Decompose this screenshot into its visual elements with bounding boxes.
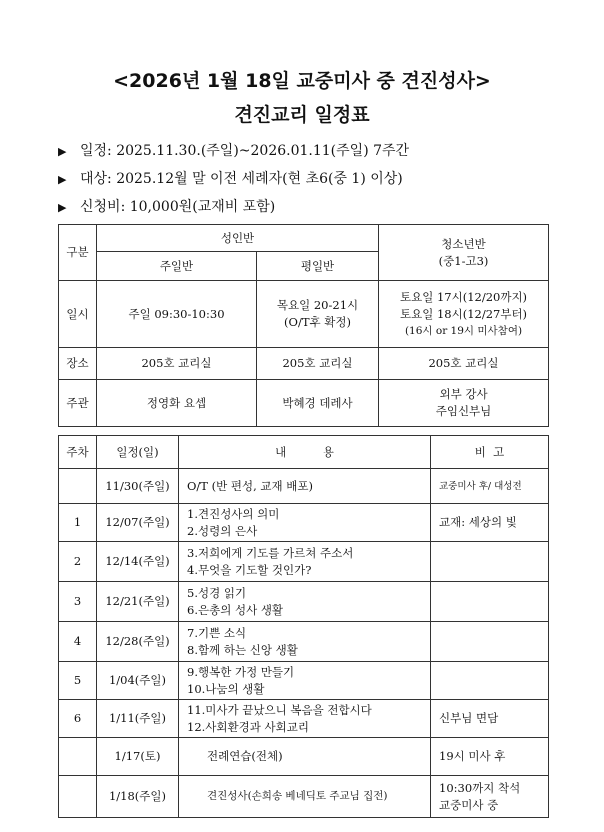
header-content: 내 용 bbox=[179, 436, 431, 469]
date-cell: 12/21(주일) bbox=[97, 582, 179, 622]
time-sunday: 주일 09:30-10:30 bbox=[97, 281, 257, 348]
date-cell: 11/30(주일) bbox=[97, 469, 179, 504]
week-cell: 1 bbox=[59, 504, 97, 542]
info-text: 대상: 2025.12월 말 이전 세례자(현 초6(중 1) 이상) bbox=[80, 171, 403, 187]
host-youth: 외부 강사 주임신부님 bbox=[379, 380, 549, 427]
bullet-arrow-icon: ▶ bbox=[58, 173, 67, 186]
table-row bbox=[59, 504, 549, 542]
bullet-arrow-icon: ▶ bbox=[58, 201, 67, 214]
date-cell: 1/04(주일) bbox=[97, 662, 179, 700]
week-cell: 3 bbox=[59, 582, 97, 622]
week-cell bbox=[59, 738, 97, 776]
date-cell: 1/11(주일) bbox=[97, 700, 179, 738]
info-schedule bbox=[58, 140, 409, 160]
week-cell bbox=[59, 469, 97, 504]
date-cell: 1/17(토) bbox=[97, 738, 179, 776]
header-youth-class: 청소년반 (중1-고3) bbox=[379, 225, 549, 281]
note-cell: 신부님 면담 bbox=[431, 700, 549, 738]
note-cell: 10:30까지 착석 교중미사 중 bbox=[431, 776, 549, 818]
info-text: 신청비: 10,000원(교재비 포함) bbox=[80, 199, 276, 215]
content-cell: 5.성경 읽기 6.은총의 성사 생활 bbox=[179, 582, 431, 622]
content-cell: 9.행복한 가정 만들기 10.나눔의 생활 bbox=[179, 662, 431, 700]
table-row bbox=[59, 662, 549, 700]
host-sunday: 정영화 요셉 bbox=[97, 380, 257, 427]
header-date: 일정(일) bbox=[97, 436, 179, 469]
content-cell: 3.저희에게 기도를 가르쳐 주소서 4.무엇을 기도할 것인가? bbox=[179, 542, 431, 582]
note-cell bbox=[431, 662, 549, 700]
date-cell: 1/18(주일) bbox=[97, 776, 179, 818]
note-cell bbox=[431, 582, 549, 622]
week-cell: 6 bbox=[59, 700, 97, 738]
note-cell bbox=[431, 622, 549, 662]
note-cell: 교중미사 후/ 대성전 bbox=[431, 469, 549, 504]
row-label-place: 장소 bbox=[59, 348, 97, 380]
content-cell: 11.미사가 끝났으니 복음을 전합시다 12.사회환경과 사회교리 bbox=[179, 700, 431, 738]
table-row bbox=[59, 738, 549, 776]
note-cell: 교재: 세상의 빛 bbox=[431, 504, 549, 542]
place-weekday: 205호 교리실 bbox=[257, 348, 379, 380]
date-cell: 12/07(주일) bbox=[97, 504, 179, 542]
schedule-table bbox=[58, 435, 549, 818]
info-fee bbox=[58, 196, 275, 216]
table-row bbox=[59, 469, 549, 504]
table-row bbox=[59, 542, 549, 582]
header-note: 비 고 bbox=[431, 436, 549, 469]
place-youth: 205호 교리실 bbox=[379, 348, 549, 380]
note-cell: 19시 미사 후 bbox=[431, 738, 549, 776]
table-row bbox=[59, 776, 549, 818]
week-cell: 4 bbox=[59, 622, 97, 662]
header-adult-class: 성인반 bbox=[97, 225, 379, 252]
info-text: 일정: 2025.11.30.(주일)~2026.01.11(주일) 7주간 bbox=[80, 143, 410, 159]
header-week: 주차 bbox=[59, 436, 97, 469]
document-subtitle: 견진교리 일정표 bbox=[234, 104, 370, 126]
info-target bbox=[58, 168, 403, 188]
header-weekday-class: 평일반 bbox=[257, 252, 379, 281]
table-row bbox=[59, 582, 549, 622]
week-cell bbox=[59, 776, 97, 818]
time-youth: 토요일 17시(12/20까지) 토요일 18시(12/27부터) (16시 or 19시 미사참여) bbox=[379, 281, 549, 348]
content-cell: 전례연습(전체) bbox=[179, 738, 431, 776]
row-label-time: 일시 bbox=[59, 281, 97, 348]
bullet-arrow-icon: ▶ bbox=[58, 145, 67, 158]
note-cell bbox=[431, 542, 549, 582]
table-row bbox=[59, 700, 549, 738]
week-cell: 5 bbox=[59, 662, 97, 700]
content-cell: O/T (반 편성, 교재 배포) bbox=[179, 469, 431, 504]
date-cell: 12/28(주일) bbox=[97, 622, 179, 662]
overview-table bbox=[58, 224, 549, 427]
table-row bbox=[59, 622, 549, 662]
content-cell: 견진성사(손희송 베네딕토 주교님 집전) bbox=[179, 776, 431, 818]
host-weekday: 박혜경 데레사 bbox=[257, 380, 379, 427]
week-cell: 2 bbox=[59, 542, 97, 582]
document-title: <2026년 1월 18일 교중미사 중 견진성사> bbox=[113, 70, 491, 92]
place-sunday: 205호 교리실 bbox=[97, 348, 257, 380]
time-weekday: 목요일 20-21시 (O/T후 확정) bbox=[257, 281, 379, 348]
date-cell: 12/14(주일) bbox=[97, 542, 179, 582]
header-category: 구분 bbox=[59, 225, 97, 281]
row-label-host: 주관 bbox=[59, 380, 97, 427]
content-cell: 7.기쁜 소식 8.함께 하는 신앙 생활 bbox=[179, 622, 431, 662]
header-sunday-class: 주일반 bbox=[97, 252, 257, 281]
content-cell: 1.견진성사의 의미 2.성령의 은사 bbox=[179, 504, 431, 542]
